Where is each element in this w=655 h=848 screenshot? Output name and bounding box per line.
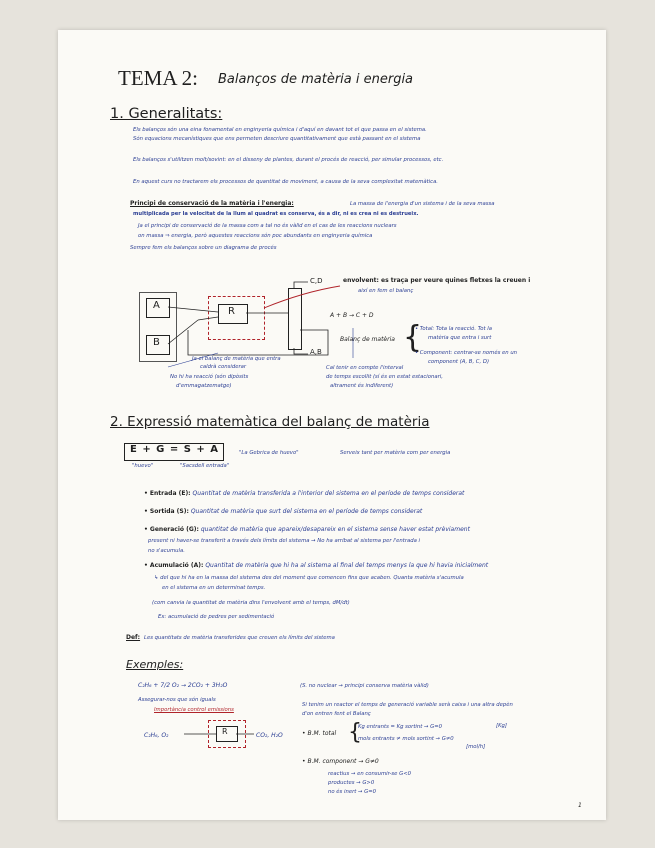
- term-entrada-text: Quantitat de matèria transferida a l'interior del sistema en el període de temps considerat: [192, 490, 465, 497]
- definition-label: Def:: [126, 634, 141, 641]
- output-ab-label: A,B: [310, 348, 322, 356]
- paragraph-intro-3: En aquest curs no tractarem els processos de quantitat de moviment, a causa de la seva complexitat matemàtica.: [133, 179, 438, 185]
- example-assume-b: Importància control emissions: [154, 707, 234, 713]
- diagram-note-3: No hi ha reacció (són dipòsits: [170, 374, 249, 380]
- balance-total-b: matèria que entra i surt: [428, 335, 492, 341]
- tank-a-label: A: [153, 300, 160, 311]
- term-generacio-cont-1: present ni haver-se transferit a través dels límits del sistema → No ha arribat al sistema per l'entrada i: [148, 538, 421, 544]
- bm-total-label: • B.M. total: [302, 730, 337, 737]
- page-subtitle: Balanços de matèria i energia: [218, 72, 414, 87]
- term-acumulacio-name: • Acumulació (A):: [144, 562, 204, 569]
- example-note: (S. no nuclear → principi conserva matèria vàlid): [300, 683, 429, 689]
- equation-label-1: "huevo": [132, 463, 154, 469]
- bm-total-line-1: Kg entrants = Kg sortint → G=0: [358, 724, 443, 730]
- bm-total-units-1: [Kg]: [496, 723, 507, 729]
- balance-component-b: component (A, B, C, D): [428, 359, 490, 365]
- term-generacio-cont-2: no s'acumula.: [148, 548, 185, 554]
- term-generacio-text: quantitat de matèria que apareix/desapareix en el sistema sense haver estat prèviament: [200, 526, 470, 533]
- principle-line-4: on massa ⇒ energia, però aquestes reaccions són poc abundants en enginyeria química: [138, 233, 373, 239]
- bm-total-line-2: mols entrants ≠ mols sortint → G≠0: [358, 736, 454, 742]
- term-generacio-name: • Generació (G):: [144, 526, 199, 533]
- equation-label-2: "Sacsdell entrada": [180, 463, 230, 469]
- section-1-heading: 1. Generalitats:: [110, 106, 223, 122]
- term-acumulacio-example: Ex: acumulació de pedres per sedimentació: [158, 614, 275, 620]
- bm-component-line-2: productes → G>0: [328, 780, 375, 786]
- example-reactor-label: R: [222, 727, 228, 736]
- definition-text: Les quantitats de matèria transferides que creuen els límits del sistema: [144, 635, 335, 641]
- balance-equation: E + G = S + A: [130, 444, 220, 455]
- paragraph-intro-1a: Els balanços són una eina fonamental en enginyeria química i d'aquí en davant tot el que passa en el sistema.: [133, 127, 427, 133]
- equation-note: "La Gebrica de huevo": [239, 450, 299, 456]
- term-acumulacio-cont-3: (com canvia la quantitat de matèria dins l'envolvent amb el temps, dM/dt): [152, 600, 350, 606]
- diagram-note-1: Ja el balanç de matèria que entra: [192, 356, 281, 362]
- reactor-label: R: [228, 306, 235, 317]
- bm-component-line-3: no és inert → G=0: [328, 789, 377, 795]
- principle-line-2: multiplicada per la velocitat de la llum al quadrat es conserva, és a dir, ni es crea ni es destrueix.: [133, 211, 419, 217]
- term-entrada-name: • Entrada (E):: [144, 490, 191, 497]
- diagram-note-7: altrament és indiferent): [330, 383, 394, 389]
- equation-note-2: Serveix tant per matèria com per energia: [340, 450, 451, 456]
- term-acumulacio-text: Quantitat de matèria que hi ha al sistema al final del temps menys la que hi havia inicialment: [205, 562, 489, 569]
- paragraph-intro-2: Els balanços s'utilitzen molt/sovint: en el disseny de plantes, durant el procés de reacció, per simular processos, etc.: [133, 157, 444, 163]
- bm-total-units-2: [mol/h]: [466, 744, 486, 750]
- balance-brace: {: [403, 320, 423, 355]
- paragraph-intro-1b: Són equacions mecanístiques que ens permeten descriure quantitativament que està passant en el sistema: [133, 136, 421, 142]
- term-acumulacio-cont-2: en el sistema en un determinat temps.: [162, 585, 266, 591]
- reaction-equation: A + B → C + D: [330, 312, 374, 319]
- diagram-note-2: caldrà considerar: [200, 364, 247, 370]
- example-right-b: d'on entren fent el Balanç: [302, 711, 371, 717]
- bm-component-label: • B.M. component → G≠0: [302, 758, 379, 765]
- balance-label: Balanç de matèria: [340, 336, 395, 343]
- principle-tail: La massa de l'energia d'un sistema i de la seva massa: [350, 201, 495, 207]
- diagram-note-5: Cal tenir en compte l'interval: [326, 365, 404, 371]
- example-right-a: Si tenim un reactor el temps de generació variable serà caixa i una altra depèn: [302, 702, 513, 708]
- examples-heading: Exemples:: [126, 658, 184, 671]
- output-cd-label: C,D: [310, 277, 323, 285]
- example-inputs: C₂H₆, O₂: [144, 732, 169, 739]
- principle-title: Principi de conservació de la matèria i l'energia:: [130, 200, 294, 207]
- bm-total-brace: {: [348, 720, 362, 745]
- tank-b-label: B: [153, 337, 160, 348]
- diagram-note-6: de temps escollit (sí és en estat estacionari,: [326, 374, 443, 380]
- page-number: 1: [578, 802, 582, 809]
- bm-component-line-1: reactius → en consumir-se G<0: [328, 771, 412, 777]
- principle-line-5: Sempre fem els balanços sobre un diagrama de procés: [130, 245, 277, 251]
- principle-line-3: Ja el principi de conservació de la massa com a tal no és vàlid en el cas de les reaccions nuclears: [138, 223, 397, 229]
- example-reaction: C₂H₆ + 7/2 O₂ → 2CO₂ + 3H₂O: [138, 682, 228, 689]
- term-sortida-text: Quantitat de matèria que surt del sistema en el període de temps considerat: [190, 508, 423, 515]
- term-sortida-name: • Sortida (S):: [144, 508, 189, 515]
- diagram-note-4: d'emmagatzematge): [176, 383, 232, 389]
- section-2-heading: 2. Expressió matemàtica del balanç de matèria: [110, 414, 430, 430]
- envolvent-note-a: envolvent: es traça per veure quines fletxes la creuen i: [343, 277, 531, 284]
- term-acumulacio-cont-1: ↳ del que hi ha en la massa del sistema des del moment que comencen fins que acaben. Quanta matèria s'acumula: [154, 575, 464, 581]
- envolvent-note-b: així en fem el balanç: [358, 288, 414, 294]
- balance-total-a: • Total: Tota la reacció. Tot la: [415, 326, 493, 332]
- example-outputs: CO₂, H₂O: [256, 732, 283, 739]
- example-assume-a: Assegurar-nos que són iguals: [138, 697, 216, 703]
- balance-component-a: • Component: centrar-se només en un: [415, 350, 518, 356]
- notebook-page: [58, 30, 606, 820]
- page-title: TEMA 2:: [118, 66, 198, 90]
